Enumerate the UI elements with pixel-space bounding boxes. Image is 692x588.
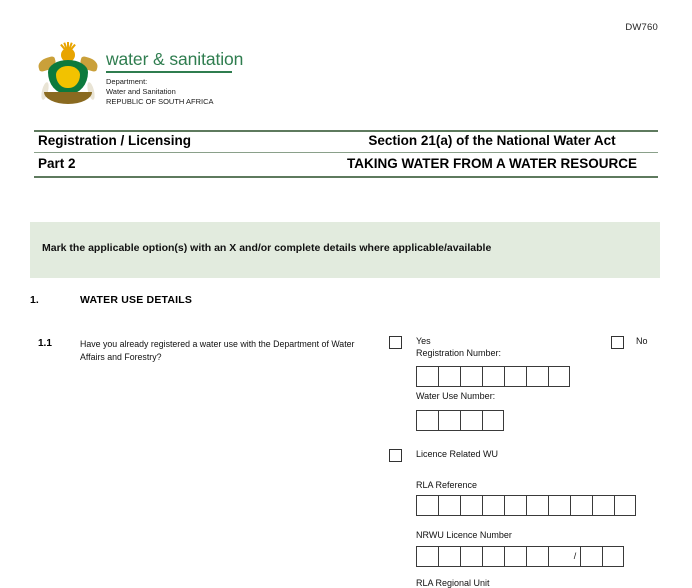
char-cell[interactable] — [580, 546, 602, 567]
header-left-line2: Part 2 — [38, 156, 76, 171]
logo-subtitle-3: REPUBLIC OF SOUTH AFRICA — [106, 97, 214, 107]
char-cell[interactable] — [416, 495, 438, 516]
label-nrwu-licence-number: NRWU Licence Number — [416, 530, 512, 540]
char-cell[interactable] — [482, 546, 504, 567]
separator-slash: / — [570, 546, 580, 567]
question-text: Have you already registered a water use with the Department of Water Affairs and Forestry? — [80, 339, 355, 362]
label-rla-reference: RLA Reference — [416, 480, 478, 490]
char-cell[interactable] — [592, 495, 614, 516]
section-title: WATER USE DETAILS — [80, 294, 193, 306]
logo-text-block — [106, 46, 243, 107]
char-cell[interactable] — [416, 546, 438, 567]
instruction-banner-text: Mark the applicable option(s) with an X and/or complete details where applicable/available — [42, 242, 492, 254]
char-cell[interactable] — [570, 495, 592, 516]
char-cell[interactable] — [548, 546, 570, 567]
header-rule-bottom — [34, 176, 658, 178]
char-cell[interactable] — [526, 546, 548, 567]
form-code: DW760 — [625, 22, 658, 33]
header-left-line1: Registration / Licensing — [38, 133, 192, 148]
coat-of-arms-icon — [40, 46, 96, 108]
label-rla-regional-unit: RLA Regional Unit — [416, 578, 490, 588]
char-cell[interactable] — [504, 366, 526, 387]
logo-subtitle-1: Department: — [106, 77, 148, 87]
char-cell[interactable] — [504, 546, 526, 567]
char-cell[interactable] — [504, 495, 526, 516]
char-cell[interactable] — [526, 366, 548, 387]
char-cell[interactable] — [438, 495, 460, 516]
label-no: No — [636, 336, 648, 346]
header-right-line1: Section 21(a) of the National Water Act — [368, 133, 616, 148]
char-cell[interactable] — [438, 546, 460, 567]
char-cell[interactable] — [482, 366, 504, 387]
label-water-use-number: Water Use Number: — [416, 391, 496, 401]
char-cell[interactable] — [482, 410, 504, 431]
checkbox-licence-related-wu[interactable] — [389, 449, 402, 462]
department-logo — [40, 46, 243, 108]
char-cell[interactable] — [460, 366, 482, 387]
logo-subtitle-2: Water and Sanitation — [106, 87, 176, 97]
char-cell[interactable] — [548, 495, 570, 516]
question-number: 1.1 — [38, 338, 52, 349]
water-use-number-input[interactable] — [416, 410, 504, 431]
header-rule-middle — [34, 152, 658, 153]
char-cell[interactable] — [460, 546, 482, 567]
logo-divider — [106, 71, 232, 73]
char-cell[interactable] — [526, 495, 548, 516]
label-yes: Yes — [416, 336, 431, 346]
label-licence-related-wu: Licence Related WU — [416, 449, 499, 459]
checkbox-yes[interactable] — [389, 336, 402, 349]
char-cell[interactable] — [438, 410, 460, 431]
header-row-1 — [34, 133, 658, 148]
char-cell[interactable] — [416, 366, 438, 387]
char-cell[interactable] — [460, 410, 482, 431]
header-rule-top — [34, 130, 658, 132]
char-cell[interactable] — [614, 495, 636, 516]
char-cell[interactable] — [416, 410, 438, 431]
header-row-2 — [34, 156, 658, 171]
char-cell[interactable] — [602, 546, 624, 567]
char-cell[interactable] — [548, 366, 570, 387]
char-cell[interactable] — [460, 495, 482, 516]
label-registration-number: Registration Number: — [416, 348, 502, 358]
section-number: 1. — [30, 294, 39, 306]
registration-number-input[interactable] — [416, 366, 570, 387]
header-right-line2: TAKING WATER FROM A WATER RESOURCE — [347, 156, 637, 171]
rla-reference-input[interactable] — [416, 495, 636, 516]
checkbox-no[interactable] — [611, 336, 624, 349]
logo-title: water & sanitation — [106, 49, 244, 69]
char-cell[interactable] — [438, 366, 460, 387]
char-cell[interactable] — [482, 495, 504, 516]
nrwu-licence-number-input[interactable] — [416, 546, 624, 567]
